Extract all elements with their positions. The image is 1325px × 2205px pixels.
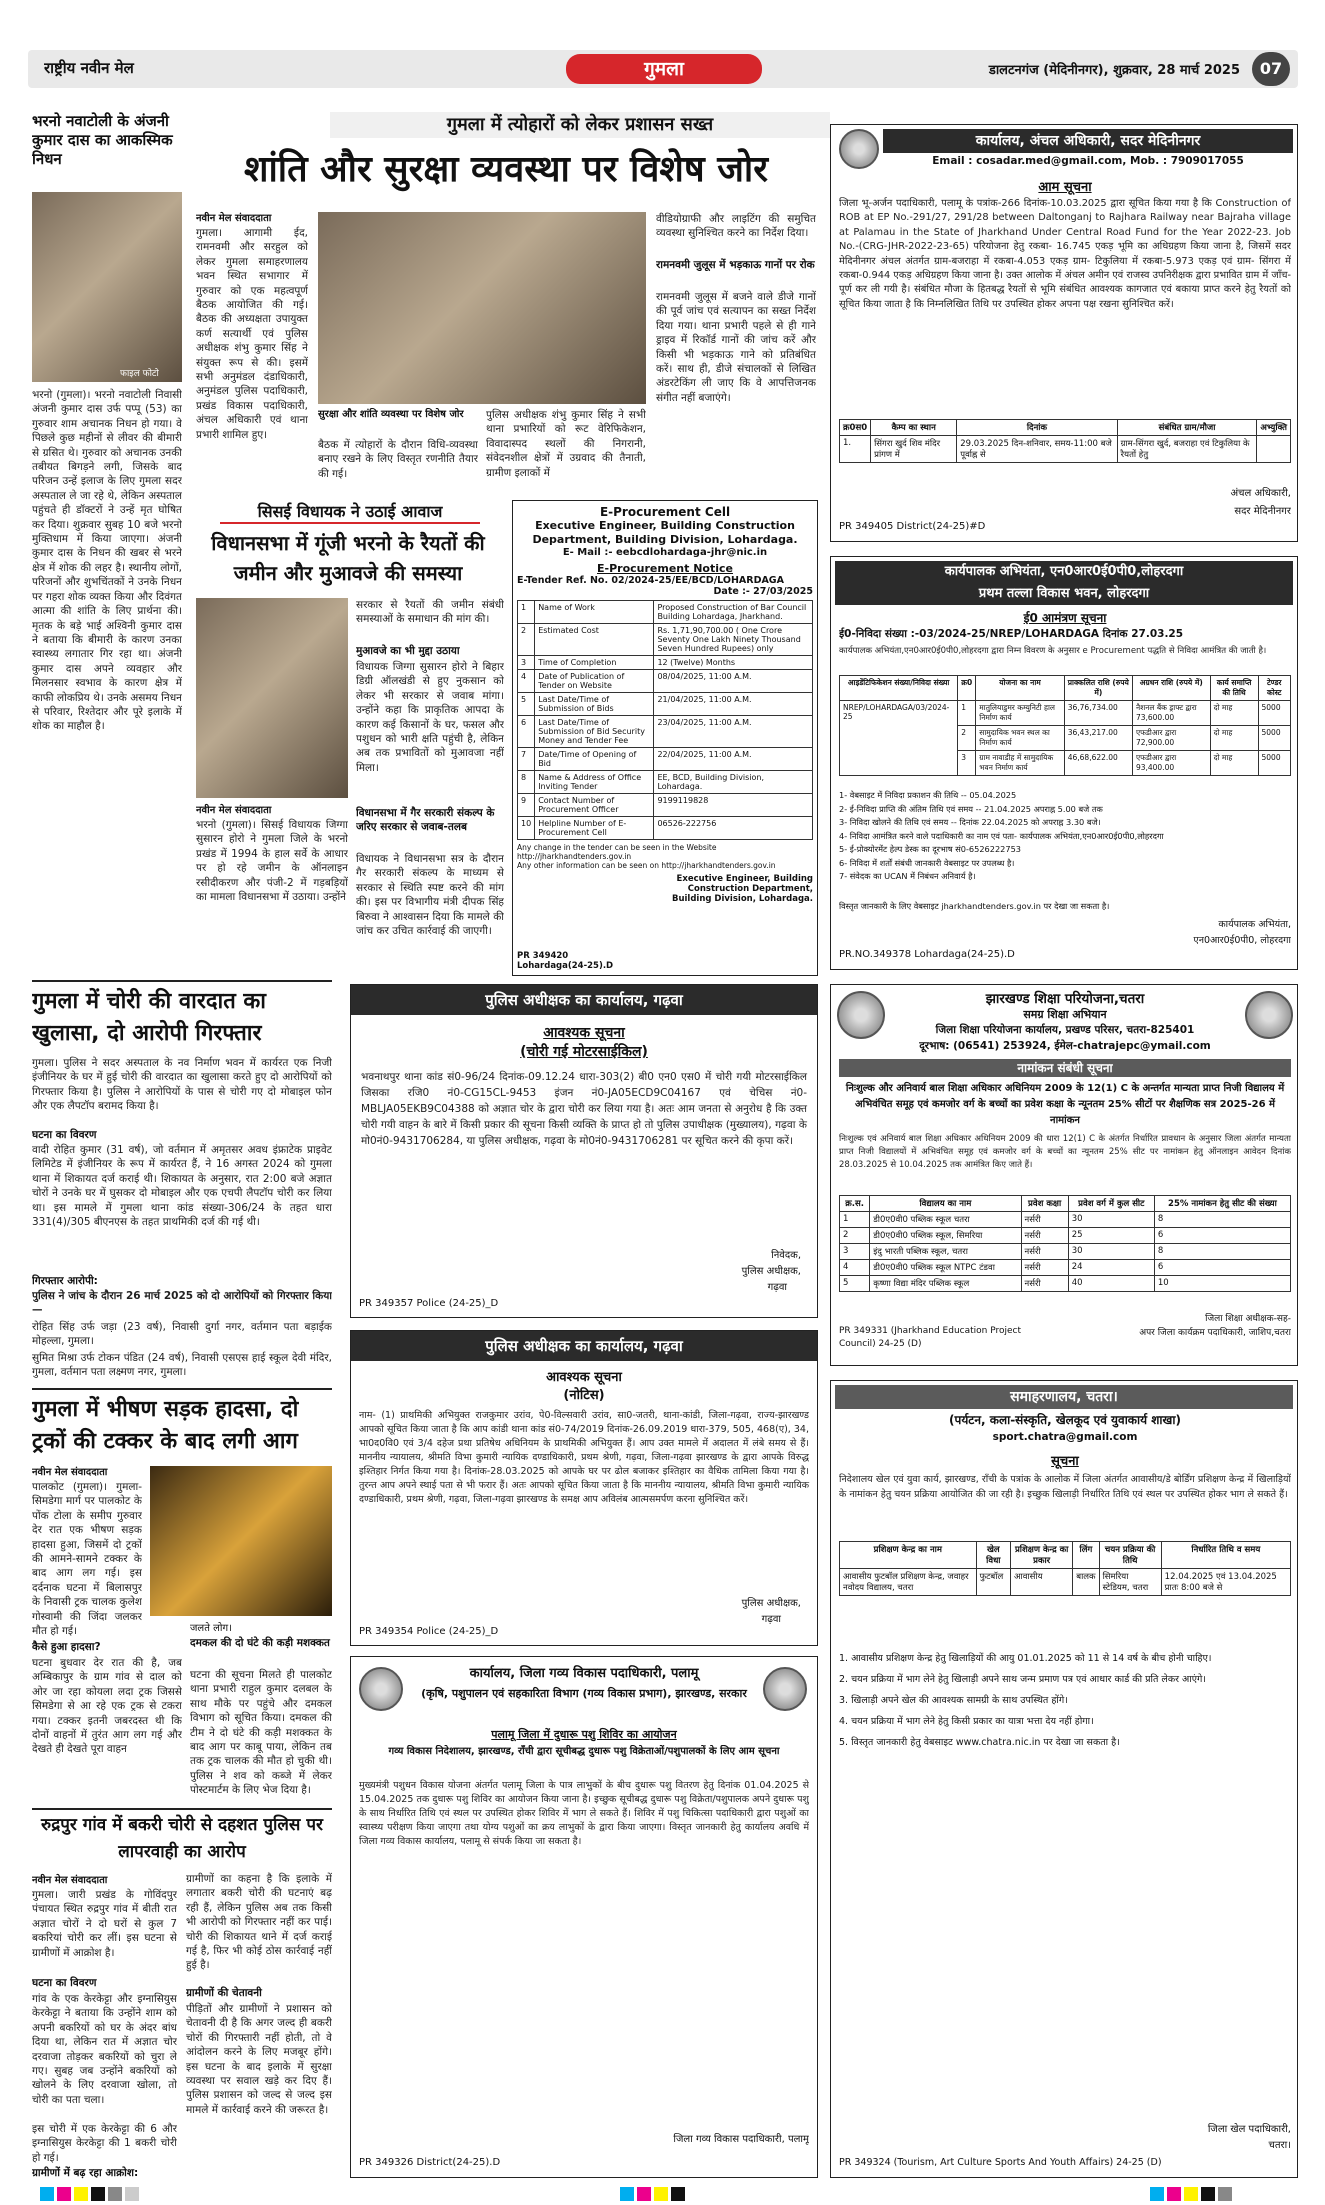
table-cell: 24 xyxy=(1068,1260,1154,1276)
table-cell: 21/04/2025, 11:00 A.M. xyxy=(654,693,813,716)
accident-headline: गुमला में भीषण सड़क हादसा, दो ट्रकों की टक्कर के बाद लगी आग xyxy=(32,1397,299,1454)
table-cell: Last Date/Time of Submission of Bids xyxy=(535,693,654,716)
table-cell: NREP/LOHARDAGA/03/2024-25 xyxy=(840,701,958,776)
nrep-sign2: एन0आर0ई0पी0, लोहरदगा xyxy=(1193,935,1291,946)
vet-office: कार्यालय, जिला गव्य विकास पदाधिकारी, पलामू xyxy=(469,1666,699,1681)
notice-sign1: पुलिस अधीक्षक, xyxy=(741,1598,801,1609)
lead-col4a: वीडियोग्राफी और लाइटिंग की समुचित व्यवस्था सुनिश्चित करने का निर्देश दिया। xyxy=(656,213,816,240)
table-cell: नर्सरी xyxy=(1021,1212,1068,1228)
table-row xyxy=(840,1228,1291,1244)
table-header: योजना का नाम xyxy=(976,676,1064,701)
bike-sub: (चोरी गई मोटरसाईकिल) xyxy=(520,1044,648,1060)
table-cell: 5000 xyxy=(1258,726,1290,751)
table-header: प्रशिक्षण केन्द्र का नाम xyxy=(840,1542,977,1569)
goat-body3: इस चोरी में एक केरकेट्टा की 6 और इग्नासियुस केरकेट्टा की 1 बकरी चोरी हो गई। xyxy=(32,2123,177,2164)
tender-signer: Executive Engineer, Building Construction Department, Building Division, Lohardaga. xyxy=(671,874,813,904)
school-notice-title: नामांकन संबंधी सूचना xyxy=(839,1059,1291,1077)
table-row xyxy=(518,794,813,817)
goat-col2b: पीड़ितों और ग्रामीणों ने प्रशासन को चेतावनी दी है कि अगर जल्द ही बकरी चोरों की गिरफ्तारी नहीं होती, तो वे आंदोलन करने के लिए मजबूर होंगे। इस घटना के बाद इलाके में सुरक्षा व्यवस्था पर सवाल खड़े कर दिए हैं। पुलिस प्रशासन को जल्द से जल्द इस मामले में कार्रवाई करने की जरूरत है। xyxy=(186,2003,332,2116)
table-cell: आवासीय फुटबॉल प्रशिक्षण केन्द्र, जवाहर नवोदय विद्यालय, चतरा xyxy=(840,1569,977,1596)
table-cell: EE, BCD, Building Division, Lohardaga. xyxy=(654,771,813,794)
mla-sub2: विधानसभा में गैर सरकारी संकल्प के जरिए सरकार से जवाब-तलब xyxy=(356,807,495,833)
cosadar-sign1: अंचल अधिकारी, xyxy=(1230,488,1291,499)
lead-photo xyxy=(318,212,646,404)
notice-title: आवश्यक सूचना xyxy=(546,1370,622,1385)
sports-email: sport.chatra@gmail.com xyxy=(992,1431,1138,1443)
color-registration-strip xyxy=(1150,2186,1290,2202)
table-header: कैम्प का स्थान xyxy=(871,420,957,436)
goat-headline: रुद्रपुर गांव में बकरी चोरी से दहशत पुलिस पर लापरवाही का आरोप xyxy=(41,1815,323,1862)
table-cell: 1 xyxy=(518,601,535,624)
table-cell: 23/04/2025, 11:00 A.M. xyxy=(654,716,813,748)
lead-byline: नवीन मेल संवाददाता xyxy=(196,213,272,224)
lead-sub: रामनवमी जुलूस में भड़काऊ गानों पर रोक xyxy=(656,259,815,271)
sports-body: निदेशालय खेल एवं युवा कार्य, झारखण्ड, राँची के पत्रांक के आलोक में जिला अंतर्गत आवासीय/डे बोर्डिंग प्रशिक्षण केन्द्र में खिलाड़ियों के नामांकन हेतु चयन प्रक्रिया आयोजित की जा रही है। इच्छुक खिलाड़ी निर्धारित तिथि एवं स्थल पर उपस्थित होकर भाग ले सकते हैं। xyxy=(839,1474,1291,1500)
table-row xyxy=(518,624,813,656)
nrep-ref: ई0-निविदा संख्या :-03/2024-25/NREP/LOHARDAGA दिनांक 27.03.25 xyxy=(839,628,1184,640)
goat-byline: नवीन मेल संवाददाता xyxy=(32,1875,108,1886)
goat-sub2: ग्रामीणों में बढ़ रहा आक्रोश: xyxy=(32,2167,139,2179)
table-header: प्रवेश कक्षा xyxy=(1021,1196,1068,1212)
mla-col2c: विधायक ने विधानसभा सत्र के दौरान गैर सरकारी संकल्प के माध्यम से सरकार से स्थिति स्पष्ट करने की मांग की। इस पर विभागीय मंत्री दीपक सिंह बिरुवा ने आश्वासन दिया कि मामले की जांच कर उचित कार्रवाई की जाएगी। xyxy=(356,853,504,938)
accident-sub2: दमकल की दो घंटे की कड़ी मशक्कत xyxy=(190,1637,330,1649)
table-cell: 25 xyxy=(1068,1228,1154,1244)
table-row xyxy=(518,817,813,840)
vet-dept: (कृषि, पशुपालन एवं सहकारिता विभाग (गव्य विकास प्रभाग), झारखण्ड, सरकार xyxy=(421,1687,747,1700)
accident-body2: घटना बुधवार देर रात की है, जब अम्बिकापुर के ग्राम गांव से दाल को ओर जा रहा कोयला लदा ट्रक जिससे सिमडेगा से आ रहे एक ट्रक से टकरा गया। टक्कर इतनी जबरदस्त थी कि दोनों वाहनों में तुरंत आग लग गई और देखते ही देखते पूरा वाहन xyxy=(32,1657,182,1756)
note-item: 5- ई-प्रोक्योरमेंट हेल्प डेस्क का दूरभाष सं0-6526222753 xyxy=(839,844,1022,854)
notice-sign2: गढ़वा xyxy=(761,1614,781,1625)
vet-body: मुख्यमंत्री पशुधन विकास योजना अंतर्गत पलामू जिला के पात्र लाभुकों के बीच दुधारू पशु वितरण हेतु दिनांक 01.04.2025 से 15.04.2025 तक दुधारू पशु शिविर का आयोजन किया जाना है। इच्छुक सूचीबद्ध दुधारू पशु विक्रेता/पशुपालक अपने दुधारू पशु के साथ निर्धारित तिथि एवं स्थल पर उपस्थित होकर शिविर में भाग ले सकते हैं। शिविर में पशु चिकित्सा पदाधिकारी द्वारा पशुओं का स्वास्थ्य परीक्षण किया जाएगा तथा योग्य पशुओं का क्रय लाभुकों के द्वारा किया जाएगा। विस्तृत जानकारी हेतु कार्यालय अवधि में जिला गव्य विकास कार्यालय, पलामू से संपर्क किया जा सकता है। xyxy=(359,1780,809,1847)
goat-sub3: ग्रामीणों की चेतावनी xyxy=(186,1987,262,1999)
notice-office: पुलिस अधीक्षक का कार्यालय, गढ़वा xyxy=(351,1331,817,1361)
table-cell xyxy=(1257,436,1291,463)
table-cell: Estimated Cost xyxy=(535,624,654,656)
note-item: 4. चयन प्रक्रिया में भाग लेने हेतु किसी प्रकार का यात्रा भत्ता देय नहीं होगा। xyxy=(839,1716,1094,1727)
table-cell: सिंगरा खुर्द शिव मंदिर प्रांगण में xyxy=(871,436,957,463)
color-registration-strip xyxy=(620,2186,740,2202)
table-cell: Last Date/Time of Submission of Bid Security Money and Tender Fee xyxy=(535,716,654,748)
accident-byline: नवीन मेल संवाददाता xyxy=(32,1467,108,1478)
obit-body: भरनो (गुमला)। भरनो नवाटोली निवासी अंजनी कुमार दास उर्फ पप्पू (53) का गुरुवार शाम अचानक निधन हो गया। वे पिछले कुछ महीनों से लीवर की बीमारी से ग्रसित थे। गुरुवार को अचानक उनकी तबीयत बिगड़ने लगी, जिसके बाद परिजन उन्हें इलाज के लिए गुमला सदर अस्पताल ले जा रहे थे, लेकिन अस्पताल पहुंचते ही डॉक्टरों ने उन्हें मृत घोषित कर दिया। शुक्रवार सुबह 10 बजे भरनो मुक्तिधाम में किया जाएगा। अंजनी कुमार दास के निधन की खबर से भरने क्षेत्र में शोक की लहर है। स्थानीय लोगों, परिजनों और शुभचिंतकों ने उनके निधन पर गहरा शोक व्यक्त किया और दिवंगत आत्मा की शांति के लिए प्रार्थना की। मृतक के बड़े भाई अश्विनी कुमार दास ने बताया कि बीमारी के कारण उनका स्वास्थ्य लगातार गिर रहा था। अंजनी कुमार दास अपने व्यवहार और मिलनसार स्वभाव के कारण क्षेत्र में काफी लोकप्रिय थे। उनके असमय निधन से परिवार, रिश्तेदार और पूरे इलाके में शोक का माहौल है। xyxy=(32,389,182,733)
nrep-notice-title: ई0 आमंत्रण सूचना xyxy=(1023,611,1107,625)
table-row xyxy=(840,1212,1291,1228)
table-cell: 2 xyxy=(518,624,535,656)
table-cell: नर्सरी xyxy=(1021,1228,1068,1244)
table-cell: 6 xyxy=(1154,1228,1290,1244)
school-ad xyxy=(830,984,1298,1366)
table-cell: बालक xyxy=(1073,1569,1099,1596)
lead-photo-caption: सुरक्षा और शांति व्यवस्था पर विशेष जोर xyxy=(318,409,464,420)
sports-ad xyxy=(830,1380,1298,2178)
table-row xyxy=(518,748,813,771)
school-office3: जिला शिक्षा परियोजना कार्यालय, प्रखण्ड परिसर, चतरा-825401 xyxy=(935,1024,1195,1036)
lead-col2: बैठक में त्योहारों के दौरान विधि-व्यवस्था बनाए रखने के लिए विस्तृत रणनीति तैयार की गई। xyxy=(318,439,478,480)
sports-notice-title: सूचना xyxy=(1051,1454,1079,1469)
divider xyxy=(32,980,332,982)
school-contact: दूरभाष: (06541) 253924, ईमेल-chatrajepc@ymail.com xyxy=(919,1040,1211,1052)
obit-photo-caption: फाइल फोटो xyxy=(120,369,159,379)
nrep-notes xyxy=(839,789,1291,899)
table-cell: दो माह xyxy=(1210,701,1258,726)
table-cell: मातुलियाडुमर कम्युनिटी हाल निर्माण कार्य xyxy=(976,701,1064,726)
table-cell: Rs. 1,71,90,700.00 ( One Crore Seventy One Lakh Ninety Thousand Seven Hundred Rupees) only xyxy=(654,624,813,656)
cosadar-email: Email : cosadar.med@gmail.com, Mob. : 7909017055 xyxy=(932,155,1244,167)
table-cell: 3 xyxy=(840,1244,870,1260)
cosadar-sign2: सदर मेदिनीनगर xyxy=(1234,506,1291,517)
nrep-sign1: कार्यपालक अभियंता, xyxy=(1218,919,1291,930)
note-item: 1- वेबसाइट में निविदा प्रकाशन की तिथि -- 05.04.2025 xyxy=(839,790,1017,800)
school-office1: झारखण्ड शिक्षा परियोजना,चतरा xyxy=(985,991,1145,1007)
bike-ad xyxy=(350,984,818,1318)
table-header: खेल विधा xyxy=(976,1542,1010,1569)
table-cell: आवासीय xyxy=(1011,1569,1073,1596)
table-cell: 12.04.2025 एवं 13.04.2025 प्रातः 8:00 बजे से xyxy=(1161,1569,1290,1596)
sports-sign1: जिला खेल पदाधिकारी, xyxy=(1207,2124,1291,2135)
vet-pr: PR 349326 District(24-25).D xyxy=(359,2157,501,2168)
school-table xyxy=(839,1195,1291,1292)
lead-col4b: रामनवमी जुलूस में बजने वाले डीजे गानों की पूर्व जांच एवं सत्यापन का सख्त निर्देश दिया गया। थाना प्रभारी पहले से ही गाने ड्राइव में रिकॉर्ड गानों की जांच करें और किसी भी भड़काऊ गाने को प्रतिबंधित करें। साथ ही, डीजे संचालकों से लिखित अंडरटेकिंग ली जाए कि वे आपत्तिजनक संगीत नहीं बजाएंगे। xyxy=(656,291,816,404)
table-header: अभ्युक्ति xyxy=(1257,420,1291,436)
table-header: लिंग xyxy=(1073,1542,1099,1569)
color-registration-strip xyxy=(40,2186,200,2202)
nrep-table xyxy=(839,675,1291,776)
divider xyxy=(32,1388,332,1390)
note-item: 2- ई-निविदा प्राप्ति की अंतिम तिथि एवं समय -- 21.04.2025 अपराह्न 5.00 बजे तक xyxy=(839,803,1103,814)
table-cell: 9199119828 xyxy=(654,794,813,817)
cosadar-office: कार्यालय, अंचल अधिकारी, सदर मेदिनीनगर xyxy=(883,129,1293,153)
table-row xyxy=(840,1244,1291,1260)
goat-sub1: घटना का विवरण xyxy=(32,1977,97,1989)
table-cell: Proposed Construction of Bar Council Building Lohardaga, Jharkhand. xyxy=(654,601,813,624)
table-row xyxy=(518,670,813,693)
tender-foot2: Any other information can be seen on http://jharkhandtenders.gov.in xyxy=(517,861,776,870)
school-bold: निःशुल्क और अनिवार्य बाल शिक्षा अधिकार अधिनियम 2009 के 12(1) C के अन्तर्गत मान्यता प्राप्त निजी विद्यालय में अभिवंचित समूह एवं कमजोर वर्ग के बच्चों का प्रवेश कक्षा के न्यूनतम 25% सीटों पर शैक्षणिक सत्र 2025-26 में नामांकन xyxy=(845,1083,1285,1126)
table-cell: 5 xyxy=(840,1276,870,1292)
nrep-ad xyxy=(830,556,1298,970)
obit-headline: भरनो नवाटोली के अंजनी कुमार दास का आकस्मिक निधन xyxy=(32,112,173,168)
note-item: 3. खिलाड़ी अपने खेल की आवश्यक सामग्री के साथ उपस्थित होंगे। xyxy=(839,1695,1068,1706)
theft-body3: पुलिस ने जांच के दौरान 26 मार्च 2025 को दो आरोपियों को गिरफ्तार किया— xyxy=(32,1290,332,1317)
table-row xyxy=(518,693,813,716)
table-cell: 5 xyxy=(518,693,535,716)
lead-col3: पुलिस अधीक्षक शंभु कुमार सिंह ने सभी थाना प्रभारियों को रूट वेरिफिकेशन, विवादास्पद स्थलों की निगरानी, संवेदनशील क्षेत्रों में उग्रवाद की तैनाती, ग्रामीण इलाकों में xyxy=(486,409,646,479)
table-cell: 1 xyxy=(840,1212,870,1228)
accident-photo xyxy=(150,1466,332,1616)
table-cell: 8 xyxy=(518,771,535,794)
table-cell: ग्राम-सिंगरा खुर्द, बजराहा एवं टिकुलिया के रैयतों हेतु xyxy=(1117,436,1257,463)
note-item: 6- निविदा में शर्तों संबंधी जानकारी वेबसाइट पर उपलब्ध है। xyxy=(839,857,1015,868)
tender-date: Date :- 27/03/2025 xyxy=(713,586,813,597)
table-cell: 40 xyxy=(1068,1276,1154,1292)
table-row xyxy=(840,436,1291,463)
table-header: चयन प्रक्रिया की तिथि xyxy=(1099,1542,1161,1569)
table-cell: 9 xyxy=(518,794,535,817)
school-table-wrap xyxy=(839,1195,1291,1305)
table-header: टेण्डर कोस्ट xyxy=(1258,676,1290,701)
note-item: 2. चयन प्रक्रिया में भाग लेने हेतु खिलाड़ी अपने साथ जन्म प्रमाण पत्र एवं आधार कार्ड की प्रति लेकर आएंगे। xyxy=(839,1674,1206,1685)
tender-pr: PR 349420 Lohardaga(24-25).D xyxy=(517,951,614,971)
mla-col1: भरनो (गुमला)। सिसई विधायक जिग्गा सुसारन होरो ने गुमला जिले के भरनो प्रखंड में 1994 के हाल सर्वे के आधार पर हो रहे जमीन के ऑनलाइन रसीदीकरण और पंजी-2 में गड़बड़ियों का मामला विधानसभा में उठाया। उन्होंने xyxy=(196,819,348,904)
obit-photo xyxy=(32,192,182,382)
vet-title: पलामू जिला में दुधारू पशु शिविर का आयोजन xyxy=(491,1728,677,1741)
cosadar-notice-title: आम सूचना xyxy=(1038,180,1092,195)
table-row xyxy=(518,771,813,794)
tender-foot1: Any change in the tender can be seen in the Website http://jharkhandtenders.gov.in xyxy=(517,843,717,861)
mla-kicker: सिसई विधायक ने उठाई आवाज xyxy=(220,500,480,524)
table-cell: कृष्णा विद्या मंदिर पब्लिक स्कूल xyxy=(870,1276,1021,1292)
table-cell: डी0ए0वी0 पब्लिक स्कूल चतरा xyxy=(870,1212,1021,1228)
table-cell: 4 xyxy=(840,1260,870,1276)
theft-sub1: घटना का विवरण xyxy=(32,1129,97,1141)
divider xyxy=(32,1808,332,1810)
table-header: क्र.स. xyxy=(840,1196,870,1212)
table-row xyxy=(518,656,813,670)
table-cell: 36,43,217.00 xyxy=(1064,726,1132,751)
mla-col2b: विधायक जिग्गा सुसारन होरो ने बिहार डिग्री ऑलखंडी से हुए नुकसान को लेकर भी सरकार से जवाब मांगा। उन्होंने कहा कि प्राकृतिक आपदा के कारण कई किसानों के घर, फसल और पशुधन को भारी क्षति पहुंची है, लेकिन अब तक प्रभावितों को मुआवजा नहीं मिला। xyxy=(356,661,504,774)
table-cell: Time of Completion xyxy=(535,656,654,670)
table-cell: 6 xyxy=(1154,1260,1290,1276)
tender-notice-title: E-Procurement Notice xyxy=(597,562,733,575)
table-cell: 2 xyxy=(958,726,976,751)
table-cell: 30 xyxy=(1068,1212,1154,1228)
table-cell: एफडीआर द्वारा 72,900.00 xyxy=(1132,726,1210,751)
table-cell: 8 xyxy=(1154,1244,1290,1260)
table-cell: 06526-222756 xyxy=(654,817,813,840)
table-cell: 3 xyxy=(958,751,976,776)
tender-office: Executive Engineer, Building Construction Department, Building Division, Lohardaga. xyxy=(532,519,798,546)
theft-body4: रोहित सिंह उर्फ जड़ा (23 वर्ष), निवासी दुर्गा नगर, वर्तमान पता बड़ाईक मोहल्ला, गुमला। xyxy=(32,1321,332,1348)
table-header: प्रशिक्षण केन्द्र का प्रकार xyxy=(1011,1542,1073,1569)
table-cell: 08/04/2025, 11:00 A.M. xyxy=(654,670,813,693)
note-item: 5. विस्तृत जानकारी हेतु वेबसाइट www.chatra.nic.in पर देखा जा सकता है। xyxy=(839,1737,1120,1748)
table-cell: 6 xyxy=(518,716,535,748)
table-cell: डी0ए0वी0 पब्लिक स्कूल NTPC टंडवा xyxy=(870,1260,1021,1276)
lead-headline: शांति और सुरक्षा व्यवस्था पर विशेष जोर xyxy=(244,149,768,190)
notice-pr: PR 349354 Police (24-25)_D xyxy=(359,1626,499,1637)
nrep-pr: PR.NO.349378 Lohardaga(24-25).D xyxy=(839,949,1015,960)
tender-table xyxy=(517,600,813,840)
table-cell: दो माह xyxy=(1210,751,1258,776)
lead-kicker: गुमला में त्योहारों को लेकर प्रशासन सख्त xyxy=(330,112,830,138)
tender-ref: E-Tender Ref. No. 02/2024-25/EE/BCD/LOHARDAGA xyxy=(517,575,784,586)
nrep-office1: कार्यपालक अभियंता, एन0आर0ई0पी0,लोहरदगा xyxy=(835,561,1293,583)
table-cell: इंदु भारती पब्लिक स्कूल, चतरा xyxy=(870,1244,1021,1260)
sports-office2: (पर्यटन, कला-संस्कृति, खेलकूद एवं युवाकार्य शाखा) xyxy=(949,1413,1181,1427)
table-row xyxy=(518,601,813,624)
table-header: संबंधित ग्राम/मौजा xyxy=(1117,420,1257,436)
table-header: विद्यालय का नाम xyxy=(870,1196,1021,1212)
accident-sub1: कैसे हुआ हादसा? xyxy=(32,1641,101,1653)
sports-pr: PR 349324 (Tourism, Art Culture Sports And Youth Affairs) 24-25 (D) xyxy=(839,2157,1162,2168)
mla-byline: नवीन मेल संवाददाता xyxy=(196,805,272,816)
table-header: प्रवेश वर्ग में कुल सीट xyxy=(1068,1196,1154,1212)
theft-body5: सुमित मिश्रा उर्फ टोकन पंडित (24 वर्ष), निवासी एसएस हाई स्कूल देवी मंदिर, गुमला, वर्तमान पता लक्ष्मण नगर, गुमला। xyxy=(32,1352,332,1379)
school-sign1: जिला शिक्षा अधीक्षक-सह- xyxy=(1205,1314,1291,1324)
theft-body2: वादी रोहित कुमार (31 वर्ष), जो वर्तमान में अमृतसर अवध इंफ्राटेक प्राइवेट लिमिटेड में इंजीनियर के रूप में कार्यरत हैं, ने 16 अगस्त 2024 को गुमला थाना में शिकायत दर्ज कराई थी। शिकायत के अनुसार, रात 2:00 बजे अज्ञात चोरों ने उनके घर में घुसकर दो मोबाइल और एक एचपी लैपटॉप चोरी कर लिया था। इस मामले में गुमला थाना कांड संख्या-306/24 के तहत धारा 331(4)/305 बीएनएस के तहत प्राथमिकी दर्ज की गई थी। xyxy=(32,1144,332,1229)
table-cell: 8 xyxy=(1154,1212,1290,1228)
table-row xyxy=(840,701,1291,726)
table-cell: फुटबॉल xyxy=(976,1569,1010,1596)
samagra-shiksha-logo-icon xyxy=(1245,991,1293,1039)
mla-headline: विधानसभा में गूंजी भरनो के रैयतों की जमीन और मुआवजे की समस्या xyxy=(211,531,485,585)
table-cell: 2 xyxy=(840,1228,870,1244)
sports-sign2: चतरा। xyxy=(1268,2140,1291,2151)
table-header: 25% नामांकन हेतु सीट की संख्या xyxy=(1154,1196,1290,1212)
goat-col2: ग्रामीणों का कहना है कि इलाके में लगातार बकरी चोरी की घटनाएं बढ़ रही हैं, लेकिन पुलिस अब तक किसी भी आरोपी को गिरफ्तार नहीं कर पाई। चोरी की शिकायत थाने में दर्ज कराई गई है, फिर भी कोई ठोस कार्रवाई नहीं हुई है। xyxy=(186,1873,332,1972)
table-header: क्र0 xyxy=(958,676,976,701)
dateline: डालटनगंज (मेदिनीनगर), शुक्रवार, 28 मार्च 2025 xyxy=(988,63,1240,78)
lead-col1: गुमला। आगामी ईद, रामनवमी और सरहुल को लेकर गुमला समाहरणालय भवन स्थित सभागार में गुरुवार को एक महत्वपूर्ण बैठक आयोजित की गई। बैठक की अध्यक्षता उपायुक्त कर्ण सत्यार्थी एवं पुलिस अधीक्षक शंभु कुमार सिंह ने संयुक्त रूप से की। इसमें सभी अनुमंडल दंडाधिकारी, अनुमंडल पुलिस पदाधिकारी, प्रखंड विकास पदाधिकारी, अंचल अधिकारी एवं थाना प्रभारी शामिल हुए। xyxy=(196,227,308,441)
accident-body1: पालकोट (गुमला)। गुमला-सिमडेगा मार्ग पर पालकोट के पोंक टोला के समीप गुरुवार देर रात एक भीषण सड़क हादसा हुआ, जिसमें दो ट्रकों की आमने-सामने टक्कर के बाद आग लग गई। इस दर्दनाक घटना में बिलासपुर के निवासी ट्रक चालक कुलेश गोस्वामी की जिंदा जलकर मौत हो गई। xyxy=(32,1481,142,1638)
bike-notice-title: आवश्यक सूचना xyxy=(543,1025,625,1041)
table-cell: 29.03.2025 दिन-शनिवार, समय-11:00 बजे पूर्वाह्न से xyxy=(957,436,1117,463)
note-item: 1. आवासीय प्रशिक्षण केन्द्र हेतु खिलाड़ियों की आयु 01.01.2025 को 11 से 14 वर्ष के बीच होनी चाहिए। xyxy=(839,1653,1212,1664)
table-cell: 1 xyxy=(958,701,976,726)
table-row xyxy=(840,1276,1291,1292)
school-sign2: अपर जिला कार्यक्रम पदाधिकारी, जाशिप,चतरा xyxy=(1139,1328,1291,1338)
cosadar-table-wrap xyxy=(839,419,1291,475)
nrep-footer: विस्तृत जानकारी के लिए वेबसाइट jharkhandtenders.gov.in पर देखा जा सकता है। xyxy=(839,901,1110,911)
table-cell: Date/Time of Opening of Bid xyxy=(535,748,654,771)
cosadar-pr: PR 349405 District(24-25)#D xyxy=(839,521,986,532)
nrep-table-wrap xyxy=(839,675,1291,785)
school-body: निःशुल्क एवं अनिवार्य बाल शिक्षा अधिकार अधिनियम 2009 की धारा 12(1) C के अंतर्गत निर्धारित प्रावधान के अनुसार जिला अंतर्गत मान्यता प्राप्त निजी विद्यालयों में अभिवंचित समूह एवं कमजोर वर्ग के बच्चों का न्यूनतम 25% सीट पर नामांकन हेतु ऑनलाइन आवेदन दिनांक 28.03.2025 से 10.04.2025 तक आमंत्रित किए जाते हैं। xyxy=(839,1134,1291,1170)
table-header: आइडेंटिफिकेशन संख्या/निविदा संख्या xyxy=(840,676,958,701)
mla-col2: सरकार से रैयतों की जमीन संबंधी समस्याओं के समाधान की मांग की। xyxy=(356,599,504,626)
sports-table-wrap xyxy=(839,1541,1291,1641)
table-row xyxy=(518,716,813,748)
table-cell: Name & Address of Office Inviting Tender xyxy=(535,771,654,794)
page-number: 07 xyxy=(1252,52,1290,86)
table-header: अग्रधन राशि (रुपये में) xyxy=(1132,676,1210,701)
table-cell: ग्राम नावाडीह में सामुदायिक भवन निर्माण कार्य xyxy=(976,751,1064,776)
table-header: क्र0स0 xyxy=(840,420,871,436)
bike-sign1: निवेदक, xyxy=(771,1250,801,1261)
note-item: 3- निविदा खोलने की तिथि एवं समय -- दिनांक 22.04.2025 को अपराह्न 3.30 बजे। xyxy=(839,817,1101,827)
jharkhand-emblem-icon xyxy=(839,129,879,169)
vet-ad xyxy=(350,1656,818,2178)
goat-body2: गांव के एक केरकेट्टा और इग्नासियुस केरकेट्टा ने बताया कि उन्होंने शाम को अपनी बकरियों को घर के अंदर बांध दिया था, लेकिन रात में अज्ञात चोर दरवाजा तोड़कर बकरियों को चुरा ले गए। सुबह जब उन्होंने बकरियों को खोलने के लिए दरवाजा खोला, तो चोरी का पता चला। xyxy=(32,1993,177,2106)
table-cell: नर्सरी xyxy=(1021,1244,1068,1260)
bike-sign2: पुलिस अधीक्षक, xyxy=(741,1266,801,1277)
table-cell: 5000 xyxy=(1258,701,1290,726)
accident-photo-caption: जलते लोग। xyxy=(190,1623,232,1634)
table-cell: Date of Publication of Tender on Website xyxy=(535,670,654,693)
table-cell: एफडीआर द्वारा 93,400.00 xyxy=(1132,751,1210,776)
table-cell: 30 xyxy=(1068,1244,1154,1260)
sports-office1: समाहरणालय, चतरा। xyxy=(835,1385,1293,1409)
school-office2: समग्र शिक्षा अभियान xyxy=(1023,1008,1107,1021)
note-item: 7- संवेदक का UCAN में निबंधन अनिवार्य है। xyxy=(839,871,976,881)
jharkhand-emblem-icon xyxy=(763,1667,807,1711)
school-pr: PR 349331 (Jharkhand Education Project Council) 24-25 (D) xyxy=(839,1326,1022,1349)
table-cell: 36,76,734.00 xyxy=(1064,701,1132,726)
table-cell: नर्सरी xyxy=(1021,1260,1068,1276)
table-cell: डी0ए0वी0 पब्लिक स्कूल, सिमरिया xyxy=(870,1228,1021,1244)
section-name: गुमला xyxy=(566,54,762,84)
note-item: 4- निविदा आमंत्रित करने वाले पदाधिकारी का नाम एवं पता- कार्यपालक अभियंता,एन0आर0ई0पी0,लोहरदगा xyxy=(839,830,1164,841)
nrep-intro: कार्यपालक अभियंता,एन0आर0ई0पी0,लोहरदगा द्वारा निम्न विवरण के अनुसार e Procurement पद्धति से निविदा आमंत्रित की जाती है। xyxy=(839,646,1267,656)
table-cell: Name of Work xyxy=(535,601,654,624)
table-row xyxy=(840,1260,1291,1276)
table-header: दिनांक xyxy=(957,420,1117,436)
table-cell: 10 xyxy=(518,817,535,840)
table-cell: सामुदायिक भवन स्थल का निर्माण कार्य xyxy=(976,726,1064,751)
sports-table xyxy=(839,1541,1291,1596)
table-cell: 7 xyxy=(518,748,535,771)
cosadar-ad xyxy=(830,124,1298,542)
cosadar-body: जिला भू-अर्जन पदाधिकारी, पलामू के पत्रांक-266 दिनांक-10.03.2025 द्वारा सूचित किया गया है कि Construction of ROB at EP No.-291/27, 291/28 between Daltonganj to Rajhara Railway near Bajraha village at Palamau in the State of Jharkhand Under Central Road Fund for the Year 2022-23. Job No.-(CRG-JHR-2022-23-65) परियोजना हेतु रकबा- 16.745 एकड़ भूमि का अधिग्रहण किया जाना है, जिसमें सदर मेदिनीनगर अंचल अंतर्गत ग्राम-बजराहा में रकबा-4.053 एकड़ ग्राम- टिकुलिया में रकबा-5.973 एकड़ एवं ग्राम- सिंगरा में रकबा-0.944 एकड़ अधिग्रहण किया जाना है। उक्त आलोक में अंचल अमीन एवं राजस्व उपनिरीक्षक द्वारा प्रभावित ग्राम में जाँच-पूर्ण कर ली गयी है। संबंधित मौजा के हितबद्ध रैयतों से भूमि संबंधित आवश्यक कागजात एवं बकाया प्राप्त करने हेतु रैयतों को सूचित किया जाता है कि निम्नलिखित तिथि पर उपस्थित होकर अपना पक्ष रखना सुनिश्चित करें। xyxy=(839,198,1291,310)
table-cell: 1. xyxy=(840,436,871,463)
accident-body3: घटना की सूचना मिलते ही पालकोट थाना प्रभारी राहुल कुमार दलबल के साथ मौके पर पहुंचे और दमकल विभाग को सूचित किया। दमकल की टीम ने दो घंटे की कड़ी मशक्कत के बाद आग पर काबू पाया, लेकिन तब तक ट्रक चालक की मौत हो चुकी थी। पुलिस ने शव को कब्जे में लेकर पोस्टमार्टम के लिए भेज दिया है। xyxy=(190,1669,332,1797)
table-cell: नर्सरी xyxy=(1021,1276,1068,1292)
mla-sub1: मुआवजे का भी मुद्दा उठाया xyxy=(356,645,460,657)
table-cell: 10 xyxy=(1154,1276,1290,1292)
paper-name: राष्ट्रीय नवीन मेल xyxy=(44,59,134,77)
tender-cell: E-Procurement Cell xyxy=(599,505,731,519)
table-cell: Contact Number of Procurement Officer xyxy=(535,794,654,817)
notice-ad xyxy=(350,1330,818,1646)
sports-notes xyxy=(839,1651,1291,2071)
cosadar-table xyxy=(839,419,1291,463)
table-row xyxy=(840,1569,1291,1596)
table-header: कार्य समाप्ति की तिथि xyxy=(1210,676,1258,701)
jharkhand-emblem-icon xyxy=(837,991,885,1039)
theft-body1: गुमला। पुलिस ने सदर अस्पताल के नव निर्माण भवन में कार्यरत एक निजी इंजीनियर के घर में हुई चोरी की वारदात का खुलासा करते हुए दो आरोपियों को गिरफ्तार किया है। पुलिस ने आरोपियों के पास से चोरी गए दो मोबाइल फोन और एक लैपटॉप बरामद किया है। xyxy=(32,1057,332,1113)
notice-sub: (नोटिस) xyxy=(563,1388,605,1403)
theft-sub2: गिरफ्तार आरोपी: xyxy=(32,1275,98,1287)
theft-headline: गुमला में चोरी की वारदात का खुलासा, दो आरोपी गिरफ्तार xyxy=(32,989,267,1046)
table-cell: 12 (Twelve) Months xyxy=(654,656,813,670)
table-cell: Helpline Number of E-Procurement Cell xyxy=(535,817,654,840)
mla-photo xyxy=(196,598,348,798)
table-header: निर्धारित तिथि व समय xyxy=(1161,1542,1290,1569)
table-cell: सिमरिया स्टेडियम, चतरा xyxy=(1099,1569,1161,1596)
table-header: प्राक्कलित राशि (रुपये में) xyxy=(1064,676,1132,701)
bike-sign3: गढ़वा xyxy=(767,1282,787,1293)
goat-body1: गुमला। जारी प्रखंड के गोविंदपुर पंचायत स्थित रुद्रपुर गांव में बीती रात अज्ञात चोरों ने दो घरों से कुल 7 बकरियां चोरी कर लीं। इस घटना से ग्रामीणों में आक्रोश है। xyxy=(32,1889,177,1959)
jharkhand-emblem-icon xyxy=(359,1667,403,1711)
vet-subtitle: गव्य विकास निदेशालय, झारखण्ड, राँची द्वारा सूचीबद्ध दुधारू पशु विक्रेताओं/पशुपालकों के लिए आम सूचना xyxy=(388,1746,780,1757)
nrep-office2: प्रथम तल्ला विकास भवन, लोहरदगा xyxy=(835,583,1293,605)
table-cell: नैशनल बैंक ड्राफ्ट द्वारा 73,600.00 xyxy=(1132,701,1210,726)
table-cell: 3 xyxy=(518,656,535,670)
vet-sign: जिला गव्य विकास पदाधिकारी, पलामू xyxy=(673,2134,809,2145)
table-cell: 46,68,622.00 xyxy=(1064,751,1132,776)
bike-office: पुलिस अधीक्षक का कार्यालय, गढ़वा xyxy=(351,985,817,1015)
tender-email: E- Mail :- eebcdlohardaga-jhr@nic.in xyxy=(562,547,768,558)
notice-body: नाम- (1) प्राथमिकी अभियुक्त राजकुमार उरांव, पे0-विल्सवारी उरांव, सा0-जतरी, थाना-कांडी, जिला-गढ़वा, राज्य-झारखण्ड आपको सूचित किया जाता है कि आप कांडी थाना कांड सं0-74/2019 दिनांक-26.09.2019 धारा-379, 505, 468(ए), 34, भा0द0वि0 एवं 3/4 दहेज प्रथा प्रतिषेध अधिनियम के प्राथमिकी अभियुक्त हैं। आप उक्त मामले में अदालत में लंबे समय से हैं। माननीय न्यायालय, श्रीमति विभा कुमारी न्यायिक दण्डाधिकारी, प्रथम श्रेणी, गढ़वा, जिला-गढ़वा झारखण्ड के द्वारा आपके विरुद्ध इश्तिहार निर्गत किया गया है। दिनांक-28.03.2025 को आपके घर पर ढोल बजाकर इश्तिहार का वैधिक तामिला किया गया है। तुरन्त आप अपने स्थाई पता से भी फरार हैं। अतः आपको सूचित किया जाता है कि माननीय न्यायालय, श्रीमति विभा कुमारी न्यायिक दण्डाधिकारी, प्रथम श्रेणी, गढ़वा, जिला-गढ़वा झारखण्ड के समक्ष आप अविलंब आत्मसमर्पण करना सुनिश्चित करें। xyxy=(359,1410,809,1505)
tender-ad xyxy=(512,500,818,976)
table-cell: दो माह xyxy=(1210,726,1258,751)
table-cell: 4 xyxy=(518,670,535,693)
bike-body: भवनाथपुर थाना कांड सं0-96/24 दिनांक-09.12.24 धारा-303(2) बी0 एन0 एस0 में चोरी गयी मोटरसाईकिल जिसका रजि0 नं0-CG15CL-9453 इंजन नं0-JA05ECD9C04167 एवं चेचिस नं0-MBLJA05EKB9C04388 को अज्ञात चोर के द्वारा चोरी कर लिया गया है। अतः आम जनता से अनुरोध है कि उक्त चोरी गयी वाहन के बारे में किसी प्रकार की सूचना किसी व्यक्ति के प्राप्त हो तो पुलिस उपाधीक्षक (मुख्यालय), गढ़वा के मो0नं0-9431706284, या पुलिस अधीक्षक, गढ़वा के मो0नं0-9431706281 पर सूचित करने की कृपा करें। xyxy=(361,1071,807,1147)
table-cell: 5000 xyxy=(1258,751,1290,776)
bike-pr: PR 349357 Police (24-25)_D xyxy=(359,1298,499,1309)
table-cell: 22/04/2025, 11:00 A.M. xyxy=(654,748,813,771)
